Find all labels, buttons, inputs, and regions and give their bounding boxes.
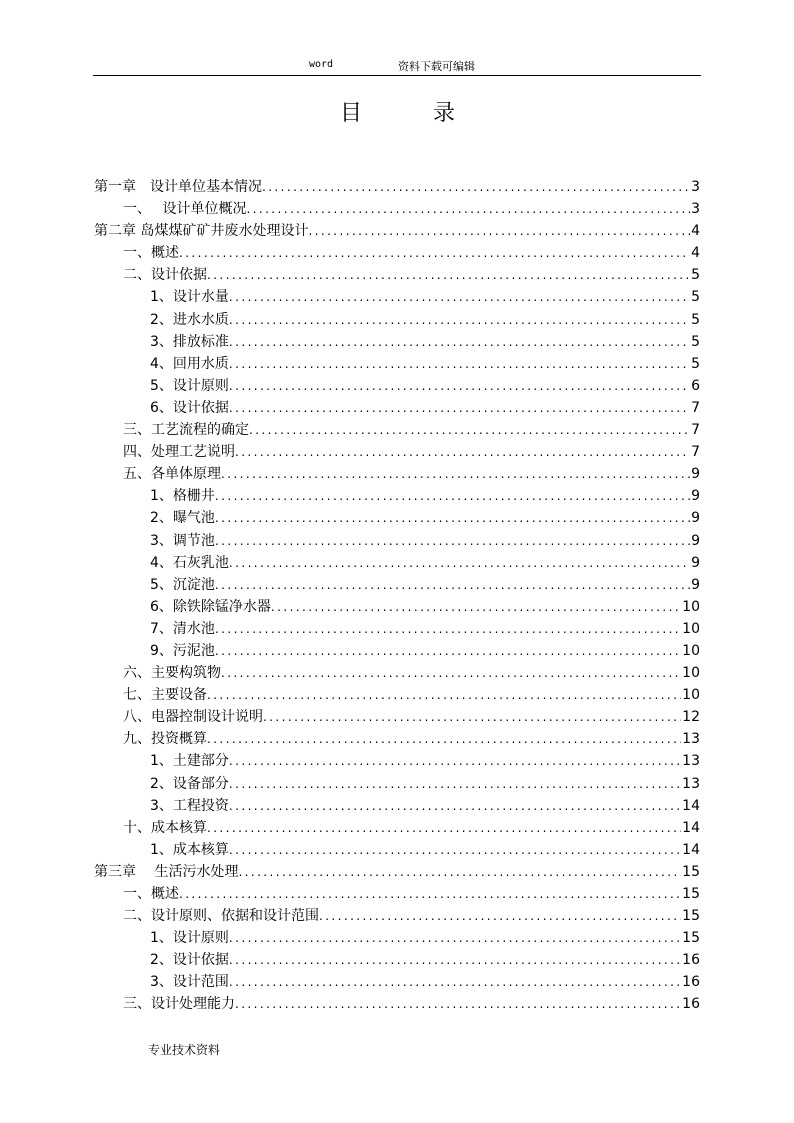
toc-entry-page: 7 <box>691 399 700 416</box>
toc-leader-dots <box>229 773 681 795</box>
toc-leader-dots <box>215 640 681 662</box>
toc-entry[interactable] <box>94 176 700 198</box>
toc-entry-label: 3、工程投资 <box>150 797 229 814</box>
toc-entry[interactable] <box>94 353 700 375</box>
toc-entry-label: 7、清水池 <box>150 620 215 637</box>
toc-entry-page: 13 <box>682 731 700 748</box>
toc-entry-page: 3 <box>691 201 700 218</box>
toc-entry-page: 7 <box>691 444 700 461</box>
toc-leader-dots <box>229 795 681 817</box>
toc-entry[interactable] <box>94 861 700 883</box>
toc-entry-page: 5 <box>691 267 700 284</box>
toc-entry-page: 16 <box>682 952 700 969</box>
toc-entry-label: 6、除铁除锰净水器 <box>150 598 271 615</box>
toc-entry[interactable] <box>94 264 700 286</box>
toc-entry[interactable] <box>94 640 700 662</box>
toc-leader-dots <box>229 353 690 375</box>
toc-leader-dots <box>179 883 681 905</box>
toc-entry[interactable] <box>94 750 700 772</box>
toc-entry-page: 9 <box>691 510 700 527</box>
toc-leader-dots <box>229 397 690 419</box>
toc-leader-dots <box>215 507 690 529</box>
toc-leader-dots <box>263 706 681 728</box>
toc-entry[interactable] <box>94 596 700 618</box>
toc-leader-dots <box>235 441 690 463</box>
toc-entry-label: 二、设计原则、依据和设计范围 <box>123 908 319 925</box>
toc-entry[interactable] <box>94 220 700 242</box>
toc-leader-dots <box>229 375 690 397</box>
toc-entry[interactable] <box>94 949 700 971</box>
toc-entry-page: 9 <box>691 488 700 505</box>
toc-entry[interactable] <box>94 331 700 353</box>
toc-leader-dots <box>215 618 681 640</box>
toc-entry[interactable] <box>94 552 700 574</box>
toc-entry-page: 15 <box>682 863 700 880</box>
toc-entry-page: 13 <box>682 753 700 770</box>
toc-entry-page: 12 <box>682 709 700 726</box>
toc-entry-page: 16 <box>682 974 700 991</box>
toc-entry-label: 4、回用水质 <box>150 355 229 372</box>
toc-entry-page: 9 <box>691 466 700 483</box>
toc-entry-label: 2、设计依据 <box>150 952 229 969</box>
toc-entry-label: 5、沉淀池 <box>150 576 215 593</box>
toc-entry-label: 二、设计依据 <box>123 267 207 284</box>
toc-leader-dots <box>229 949 681 971</box>
toc-leader-dots <box>229 750 681 772</box>
toc-entry[interactable] <box>94 618 700 640</box>
toc-leader-dots <box>271 596 681 618</box>
toc-entry[interactable] <box>94 441 700 463</box>
toc-entry-label: 一、 设计单位概况 <box>123 201 247 218</box>
toc-entry[interactable] <box>94 927 700 949</box>
toc-entry-label: 2、曝气池 <box>150 510 215 527</box>
toc-entry[interactable] <box>94 463 700 485</box>
toc-entry-label: 十、成本核算 <box>123 819 207 836</box>
toc-entry-label: 九、投资概算 <box>123 731 207 748</box>
toc-leader-dots <box>238 861 681 883</box>
header-right-text: 资料下载可编辑 <box>398 60 475 73</box>
toc-leader-dots <box>207 817 681 839</box>
toc-entry[interactable] <box>94 971 700 993</box>
page-footer: 专业技术资料 <box>148 1043 221 1057</box>
toc-entry-label: 1、设计原则 <box>150 930 229 947</box>
toc-entry-page: 10 <box>682 665 700 682</box>
toc-entry[interactable] <box>94 706 700 728</box>
page-header <box>93 55 701 76</box>
toc-entry-page: 4 <box>691 245 700 262</box>
toc-entry-page: 15 <box>682 908 700 925</box>
toc-entry-page: 6 <box>691 377 700 394</box>
toc-entry[interactable] <box>94 397 700 419</box>
toc-leader-dots <box>308 220 690 242</box>
toc-entry-page: 5 <box>691 311 700 328</box>
toc-leader-dots <box>229 971 681 993</box>
toc-entry[interactable] <box>94 375 700 397</box>
toc-entry-page: 15 <box>682 886 700 902</box>
toc-entry-label: 1、土建部分 <box>150 753 229 770</box>
toc-entry[interactable] <box>94 883 700 905</box>
toc-entry-label: 四、处理工艺说明 <box>123 444 235 461</box>
toc-entry-page: 10 <box>682 598 700 615</box>
toc-entry-label: 1、成本核算 <box>150 841 229 858</box>
toc-entry-page: 9 <box>691 554 700 571</box>
toc-entry-page: 3 <box>691 179 700 195</box>
toc-entry[interactable] <box>94 773 700 795</box>
toc-leader-dots <box>207 728 681 750</box>
toc-entry-label: 七、主要设备 <box>123 687 207 704</box>
toc-entry-label: 第三章 生活污水处理 <box>94 863 239 880</box>
toc-entry[interactable] <box>94 728 700 750</box>
header-left-text: word <box>309 59 334 70</box>
toc-leader-dots <box>229 927 681 949</box>
toc-entry[interactable] <box>94 839 700 861</box>
toc-entry-label: 八、电器控制设计说明 <box>123 709 263 726</box>
toc-entry-label: 三、设计处理能力 <box>123 996 235 1013</box>
toc-entry-page: 5 <box>691 355 700 372</box>
toc-entry[interactable] <box>94 286 700 308</box>
toc-entry-page: 10 <box>682 687 700 704</box>
toc-entry-label: 9、污泥池 <box>150 642 215 659</box>
toc-leader-dots <box>221 463 690 485</box>
toc-entry[interactable] <box>94 905 700 927</box>
toc-entry-label: 2、进水水质 <box>150 311 229 328</box>
toc-entry-page: 14 <box>682 841 700 858</box>
toc-entry-page: 10 <box>682 620 700 637</box>
toc-title <box>0 96 794 126</box>
toc-entry-page: 7 <box>691 422 700 439</box>
toc-entry[interactable] <box>94 993 700 1015</box>
toc-entry-page: 4 <box>691 223 700 240</box>
toc-entry-label: 第二章 岛煤煤矿矿井废水处理设计 <box>94 223 309 240</box>
toc-entry-label: 第一章 设计单位基本情况 <box>94 179 262 195</box>
toc-entry-page: 5 <box>691 289 700 306</box>
toc-entry[interactable] <box>94 530 700 552</box>
toc-entry-label: 6、设计依据 <box>150 399 229 416</box>
toc-entry-label: 五、各单体原理 <box>123 466 221 483</box>
toc-leader-dots <box>215 485 690 507</box>
toc-leader-dots <box>221 662 681 684</box>
toc-entry-page: 16 <box>682 996 700 1013</box>
toc-entry[interactable] <box>94 574 700 596</box>
toc-entry-page: 9 <box>691 532 700 549</box>
toc-entry-label: 4、石灰乳池 <box>150 554 229 571</box>
toc-leader-dots <box>229 331 690 353</box>
toc-leader-dots <box>207 264 690 286</box>
toc-entry-label: 一、概述 <box>123 245 179 262</box>
toc-entry-page: 10 <box>682 642 700 659</box>
toc-entry-label: 3、调节池 <box>150 532 215 549</box>
toc-entry[interactable] <box>94 419 700 441</box>
toc-entry[interactable] <box>94 309 700 331</box>
toc-leader-dots <box>229 552 690 574</box>
toc-entry-label: 一、概述 <box>123 886 179 902</box>
toc-leader-dots <box>179 242 690 264</box>
toc-leader-dots <box>215 574 690 596</box>
toc-title-part1: 目 <box>340 101 363 126</box>
toc-entry-label: 1、格栅井 <box>150 488 215 505</box>
toc-entry-label: 六、主要构筑物 <box>123 665 221 682</box>
toc-leader-dots <box>215 530 690 552</box>
toc-leader-dots <box>249 419 690 441</box>
toc-leader-dots <box>229 309 690 331</box>
toc-title-part2: 录 <box>433 101 456 126</box>
toc-entry-page: 9 <box>691 576 700 593</box>
toc-entry-page: 13 <box>682 775 700 792</box>
toc-entry[interactable] <box>94 662 700 684</box>
toc-entry-label: 1、设计水量 <box>150 289 229 306</box>
toc-entry-label: 2、设备部分 <box>150 775 229 792</box>
toc-leader-dots <box>235 993 681 1015</box>
toc-entry-page: 14 <box>682 797 700 814</box>
toc-entry-label: 3、排放标准 <box>150 333 229 350</box>
toc-entry-label: 三、工艺流程的确定 <box>123 422 249 439</box>
toc-entry-page: 14 <box>682 819 700 836</box>
toc-leader-dots <box>229 839 681 861</box>
toc-entry[interactable] <box>94 684 700 706</box>
toc-entry[interactable] <box>94 507 700 529</box>
toc-leader-dots <box>262 176 690 198</box>
toc-entry[interactable] <box>94 817 700 839</box>
toc-entry-page: 5 <box>691 333 700 350</box>
toc-entry[interactable] <box>94 242 700 264</box>
toc-entry-label: 5、设计原则 <box>150 377 229 394</box>
toc-leader-dots <box>319 905 681 927</box>
toc-entry-page: 15 <box>682 930 700 947</box>
table-of-contents <box>94 176 700 1016</box>
toc-leader-dots <box>246 198 690 220</box>
toc-leader-dots <box>229 286 690 308</box>
toc-leader-dots <box>207 684 681 706</box>
toc-entry[interactable] <box>94 795 700 817</box>
toc-entry[interactable] <box>94 198 700 220</box>
toc-entry[interactable] <box>94 485 700 507</box>
toc-entry-label: 3、设计范围 <box>150 974 229 991</box>
